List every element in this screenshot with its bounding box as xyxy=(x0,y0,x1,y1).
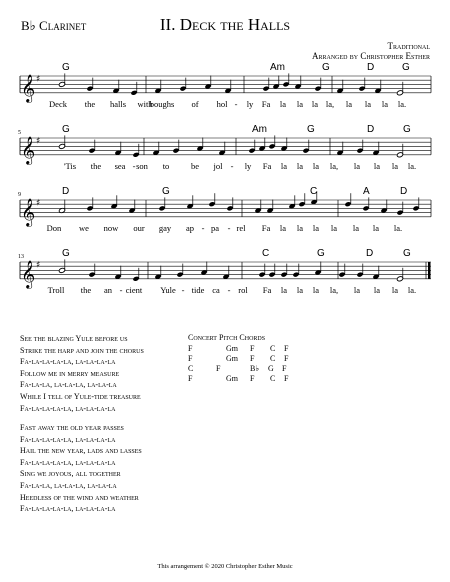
lyric-syllable: pa xyxy=(210,222,220,233)
verse-line: Fa-la-la-la-la, la-la-la-la xyxy=(20,504,116,514)
treble-clef-icon: 𝄞 xyxy=(21,73,36,102)
lyric-syllable: - xyxy=(132,160,136,171)
lyric-syllable: - xyxy=(201,222,205,233)
arranger-credit: Arranged by Christopher Esther xyxy=(312,51,430,61)
lyric-syllable: la xyxy=(311,98,319,109)
lyric-syllable: rel xyxy=(236,222,246,233)
lyric-syllable: an xyxy=(103,284,113,295)
lyric-syllable: la, xyxy=(329,160,339,171)
chord-symbol: C xyxy=(310,186,318,197)
lyric-syllable: la xyxy=(391,160,399,171)
chord-symbol: G xyxy=(62,62,70,73)
lyric-syllable: la xyxy=(352,222,360,233)
concert-chord: G xyxy=(268,364,274,373)
lyrics-verse-3 xyxy=(20,422,142,515)
chord-symbol: D xyxy=(366,248,374,259)
chord-symbol: G xyxy=(403,248,411,259)
key-signature-sharp-icon: ♯ xyxy=(36,198,41,209)
lyric-syllable: la xyxy=(364,98,372,109)
lyric-syllable: la xyxy=(381,98,389,109)
lyric-syllable: boughs xyxy=(149,98,175,109)
concert-chord: Gm xyxy=(226,374,238,383)
chord-symbol: A xyxy=(363,186,370,197)
composer-credit: Traditional xyxy=(387,41,430,51)
lyric-syllable: Yule xyxy=(160,284,176,295)
treble-clef-icon: 𝄞 xyxy=(21,135,36,164)
lyric-syllable: hol xyxy=(216,98,228,109)
lyric-syllable: ca xyxy=(212,284,220,295)
chord-symbol: G xyxy=(403,124,411,135)
lyric-syllable: - xyxy=(234,98,238,109)
lyric-syllable: la xyxy=(279,98,287,109)
verse-line: See the blazing Yule before us xyxy=(20,334,128,343)
lyric-syllable: la xyxy=(279,222,287,233)
chord-symbol: D xyxy=(62,186,70,197)
lyric-syllable: la. xyxy=(407,160,417,171)
treble-clef-icon: 𝄞 xyxy=(21,259,36,288)
lyric-syllable: - xyxy=(230,160,234,171)
lyric-syllable: ly xyxy=(246,98,254,109)
verse-line: Fast away the old year passes xyxy=(20,423,124,432)
verse-line: Fa-la-la-la-la, la-la-la-la xyxy=(20,434,116,444)
instrument-name: B♭ Clarinet xyxy=(21,18,87,33)
copyright-footer: This arrangement © 2020 Christopher Esther Music xyxy=(157,563,293,570)
chord-symbol: G xyxy=(402,62,410,73)
lyric-syllable: sea xyxy=(114,160,126,171)
lyric-syllable: halls xyxy=(109,98,127,109)
lyric-syllable: rol xyxy=(238,284,248,295)
verse-line: Fa-la-la, la-la-la, la-la-la xyxy=(20,380,117,390)
chord-symbol: G xyxy=(62,124,70,135)
lyric-syllable: 'Tis xyxy=(63,160,77,171)
measure-number: 13 xyxy=(18,254,24,260)
lyric-syllable: la. xyxy=(407,284,417,295)
lyric-syllable: cient xyxy=(125,284,143,295)
key-signature-sharp-icon: ♯ xyxy=(36,260,41,271)
lyric-syllable: son xyxy=(136,160,148,171)
measure-number: 9 xyxy=(18,192,21,198)
lyric-syllable: tide xyxy=(191,284,205,295)
lyric-syllable: la xyxy=(391,284,399,295)
lyric-syllable: la, xyxy=(325,98,335,109)
lyric-syllable: la xyxy=(296,160,304,171)
lyric-syllable: Fa xyxy=(261,98,271,109)
lyric-syllable: ly xyxy=(244,160,252,171)
lyric-syllable: la xyxy=(296,98,304,109)
lyric-syllable: la xyxy=(353,284,361,295)
lyric-syllable: Fa xyxy=(262,160,272,171)
chord-symbol: G xyxy=(317,248,325,259)
lyric-syllable: we xyxy=(79,222,89,233)
lyric-syllable: la xyxy=(296,222,304,233)
chord-symbol: D xyxy=(400,186,408,197)
concert-chord: C xyxy=(270,374,276,383)
lyric-syllable: Fa xyxy=(262,284,272,295)
verse-line: Fa-la-la-la-la, la-la-la-la xyxy=(20,457,116,467)
concert-chord: F xyxy=(250,374,255,383)
lyric-syllable: la xyxy=(312,284,320,295)
verse-line: While I tell of Yule-tide treasure xyxy=(20,391,141,401)
lyric-syllable: Troll xyxy=(47,284,65,295)
verse-line: Heedless of the wind and weather xyxy=(20,492,139,502)
chord-symbol: G xyxy=(162,186,170,197)
concert-chord: F xyxy=(188,374,193,383)
concert-chord: F xyxy=(188,344,193,353)
lyric-syllable: - xyxy=(227,222,231,233)
lyric-syllable: gay xyxy=(158,222,172,233)
lyric-syllable: la xyxy=(330,222,338,233)
key-signature-sharp-icon: ♯ xyxy=(36,136,41,147)
verse-line: Strike the harp and join the chorus xyxy=(20,345,144,355)
chord-symbol: C xyxy=(262,248,270,259)
verse-line: Fa-la-la-la-la, la-la-la-la xyxy=(20,357,116,367)
verse-line: Fa-la-la-la-la, la-la-la-la xyxy=(20,403,116,413)
lyric-syllable: with xyxy=(137,98,153,109)
lyric-syllable: the xyxy=(90,160,102,171)
lyric-syllable: Don xyxy=(46,222,62,233)
lyric-syllable: ap xyxy=(185,222,195,233)
lyric-syllable: la xyxy=(373,284,381,295)
lyric-syllable: - xyxy=(119,284,123,295)
concert-chord: F xyxy=(250,344,255,353)
concert-chord: F xyxy=(284,354,289,363)
concert-chord: F xyxy=(216,364,221,373)
concert-chord: F xyxy=(284,374,289,383)
lyric-syllable: the xyxy=(80,284,92,295)
lyric-syllable: la xyxy=(345,98,353,109)
concert-chord: F xyxy=(284,344,289,353)
verse-line: Hail the new year, lads and lasses xyxy=(20,446,142,456)
lyric-syllable: la xyxy=(312,222,320,233)
concert-chord: Gm xyxy=(226,344,238,353)
lyric-syllable: la. xyxy=(393,222,403,233)
chord-symbol: Am xyxy=(252,124,267,135)
chord-symbol: D xyxy=(367,124,375,135)
lyrics-verse-2 xyxy=(20,333,144,414)
lyric-syllable: la xyxy=(280,284,288,295)
concert-chord: Gm xyxy=(226,354,238,363)
lyric-syllable: la. xyxy=(397,98,407,109)
concert-chord: F xyxy=(282,364,287,373)
concert-chord: B♭ xyxy=(250,364,260,373)
lyric-syllable: - xyxy=(181,284,185,295)
chord-symbol: D xyxy=(367,62,375,73)
lyric-syllable: jol xyxy=(213,160,223,171)
lyric-syllable: la xyxy=(312,160,320,171)
lyric-syllable: now xyxy=(103,222,119,233)
concert-pitch-chords-title: Concert Pitch Chords xyxy=(188,333,266,342)
lyric-syllable: la xyxy=(372,222,380,233)
verse-line: Sing we joyous, all together xyxy=(20,469,121,479)
lyric-syllable: - xyxy=(227,284,231,295)
lyric-syllable: to xyxy=(162,160,170,171)
lyric-syllable: Deck xyxy=(49,98,67,109)
chord-symbol: G xyxy=(322,62,330,73)
lyric-syllable: la xyxy=(296,284,304,295)
verse-line: Follow me in merry measure xyxy=(20,368,120,378)
lyric-syllable: our xyxy=(133,222,145,233)
lyric-syllable: of xyxy=(191,98,199,109)
key-signature-sharp-icon: ♯ xyxy=(36,74,41,85)
lyric-syllable: la xyxy=(280,160,288,171)
lyric-syllable: la xyxy=(373,160,381,171)
chord-symbol: G xyxy=(307,124,315,135)
lyric-syllable: be xyxy=(190,160,200,171)
concert-chord: F xyxy=(188,354,193,363)
measure-number: 5 xyxy=(18,130,21,136)
treble-clef-icon: 𝄞 xyxy=(21,197,36,226)
verse-line: Fa-la-la, la-la-la, la-la-la xyxy=(20,480,117,490)
chord-symbol: G xyxy=(62,248,70,259)
piece-title: II. Deck the Halls xyxy=(159,15,291,34)
lyric-syllable: Fa xyxy=(261,222,271,233)
concert-chord: C xyxy=(270,354,276,363)
lyric-syllable: the xyxy=(84,98,96,109)
lyric-syllable: la, xyxy=(329,284,339,295)
concert-chord: C xyxy=(188,364,194,373)
final-barline-thick xyxy=(428,262,431,279)
lyric-syllable: la xyxy=(353,160,361,171)
chord-symbol: Am xyxy=(270,62,285,73)
concert-chord: F xyxy=(250,354,255,363)
concert-chord: C xyxy=(270,344,276,353)
